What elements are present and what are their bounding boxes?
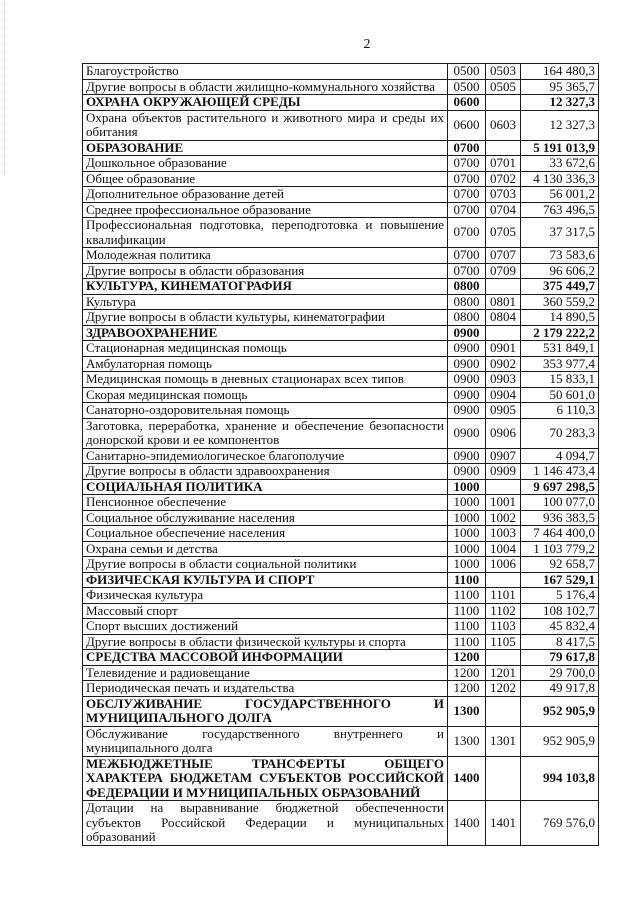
- row-amount: 12 327,3: [521, 95, 599, 111]
- section-row: [83, 95, 599, 111]
- table-row: [83, 464, 599, 480]
- table-row: [83, 372, 599, 388]
- row-amount: 769 576,0: [521, 801, 599, 846]
- row-subsection-code: 1401: [486, 801, 521, 846]
- row-subsection-code: 0503: [486, 64, 521, 80]
- row-name: Культура: [83, 294, 448, 310]
- row-section-code: 1100: [448, 588, 486, 604]
- row-name: ОБСЛУЖИВАНИЕ ГОСУДАРСТВЕННОГО И МУНИЦИПАЛЬНОГО ДОЛГА: [83, 696, 448, 726]
- row-name: Другие вопросы в области культуры, кинематографии: [83, 310, 448, 326]
- row-amount: 29 700,0: [521, 665, 599, 681]
- row-section-code: 0800: [448, 279, 486, 295]
- row-subsection-code: 0907: [486, 448, 521, 464]
- row-name: ЗДРАВООХРАНЕНИЕ: [83, 325, 448, 341]
- row-subsection-code: 1002: [486, 510, 521, 526]
- table-row: [83, 541, 599, 557]
- table-row: [83, 248, 599, 264]
- row-amount: 360 559,2: [521, 294, 599, 310]
- scan-margin-dots: [4, 0, 5, 175]
- row-amount: 4 130 336,3: [521, 171, 599, 187]
- row-subsection-code: 0905: [486, 403, 521, 419]
- table-row: [83, 294, 599, 310]
- row-amount: 7 464 400,0: [521, 526, 599, 542]
- row-section-code: 1100: [448, 603, 486, 619]
- row-subsection-code: 1103: [486, 619, 521, 635]
- row-name: Медицинская помощь в дневных стационарах всех типов: [83, 372, 448, 388]
- row-name: Телевидение и радиовещание: [83, 665, 448, 681]
- row-subsection-code: 0709: [486, 263, 521, 279]
- row-subsection-code: 0701: [486, 156, 521, 172]
- row-subsection-code: 1101: [486, 588, 521, 604]
- row-section-code: 1000: [448, 557, 486, 573]
- row-name: СРЕДСТВА МАССОВОЙ ИНФОРМАЦИИ: [83, 650, 448, 666]
- table-row: [83, 526, 599, 542]
- row-amount: 353 977,4: [521, 356, 599, 372]
- row-section-code: 1200: [448, 681, 486, 697]
- row-name: Дополнительное образование детей: [83, 187, 448, 203]
- row-section-code: 1000: [448, 479, 486, 495]
- page-number: 2: [363, 37, 371, 52]
- row-name: Амбулаторная помощь: [83, 356, 448, 372]
- row-amount: 33 672,6: [521, 156, 599, 172]
- row-name: Охрана объектов растительного и животного мира и среды их обитания: [83, 110, 448, 140]
- row-section-code: 0900: [448, 325, 486, 341]
- row-section-code: 0700: [448, 202, 486, 218]
- row-section-code: 0900: [448, 403, 486, 419]
- table-row: [83, 64, 599, 80]
- row-name: Скорая медицинская помощь: [83, 387, 448, 403]
- row-section-code: 1100: [448, 619, 486, 635]
- row-amount: 92 658,7: [521, 557, 599, 573]
- row-section-code: 0700: [448, 248, 486, 264]
- table-row: [83, 387, 599, 403]
- row-subsection-code: 0901: [486, 341, 521, 357]
- row-name: Физическая культура: [83, 588, 448, 604]
- section-row: [83, 650, 599, 666]
- row-amount: 15 833,1: [521, 372, 599, 388]
- row-section-code: 1100: [448, 572, 486, 588]
- budget-table-body: [83, 64, 599, 846]
- row-subsection-code: 0902: [486, 356, 521, 372]
- row-section-code: 0700: [448, 156, 486, 172]
- row-section-code: 0600: [448, 110, 486, 140]
- row-name: Другие вопросы в области образования: [83, 263, 448, 279]
- table-row: [83, 356, 599, 372]
- row-name: Среднее профессиональное образование: [83, 202, 448, 218]
- row-name: МЕЖБЮДЖЕТНЫЕ ТРАНСФЕРТЫ ОБЩЕГО ХАРАКТЕРА БЮДЖЕТАМ СУБЪЕКТОВ РОССИЙСКОЙ ФЕДЕРАЦИИ И МУНИЦИПАЛЬНЫХ ОБРАЗОВАНИЙ: [83, 756, 448, 801]
- row-section-code: 0500: [448, 64, 486, 80]
- row-section-code: 0500: [448, 79, 486, 95]
- row-amount: 50 601,0: [521, 387, 599, 403]
- row-amount: 56 001,2: [521, 187, 599, 203]
- row-subsection-code: [486, 479, 521, 495]
- row-subsection-code: 1004: [486, 541, 521, 557]
- row-subsection-code: [486, 279, 521, 295]
- row-section-code: 1000: [448, 541, 486, 557]
- table-row: [83, 263, 599, 279]
- row-section-code: 0900: [448, 464, 486, 480]
- row-name: СОЦИАЛЬНАЯ ПОЛИТИКА: [83, 479, 448, 495]
- row-section-code: 1300: [448, 726, 486, 756]
- row-section-code: 1400: [448, 801, 486, 846]
- row-section-code: 0900: [448, 418, 486, 448]
- row-subsection-code: [486, 140, 521, 156]
- row-amount: 1 103 779,2: [521, 541, 599, 557]
- row-amount: 100 077,0: [521, 495, 599, 511]
- row-subsection-code: 0705: [486, 218, 521, 248]
- row-subsection-code: 0505: [486, 79, 521, 95]
- row-amount: 375 449,7: [521, 279, 599, 295]
- row-amount: 70 283,3: [521, 418, 599, 448]
- row-section-code: 1000: [448, 495, 486, 511]
- row-amount: 164 480,3: [521, 64, 599, 80]
- row-amount: 5 191 013,9: [521, 140, 599, 156]
- row-subsection-code: [486, 696, 521, 726]
- row-section-code: 0700: [448, 263, 486, 279]
- row-section-code: 1300: [448, 696, 486, 726]
- row-name: Охрана семьи и детства: [83, 541, 448, 557]
- row-subsection-code: 0903: [486, 372, 521, 388]
- row-section-code: 1200: [448, 650, 486, 666]
- row-section-code: 0700: [448, 218, 486, 248]
- row-subsection-code: 0906: [486, 418, 521, 448]
- row-section-code: 1100: [448, 634, 486, 650]
- row-name: ФИЗИЧЕСКАЯ КУЛЬТУРА И СПОРТ: [83, 572, 448, 588]
- row-subsection-code: 1003: [486, 526, 521, 542]
- table-row: [83, 588, 599, 604]
- row-section-code: 0700: [448, 140, 486, 156]
- table-row: [83, 681, 599, 697]
- table-row: [83, 619, 599, 635]
- row-amount: 1 146 473,4: [521, 464, 599, 480]
- row-subsection-code: 0801: [486, 294, 521, 310]
- row-amount: 73 583,6: [521, 248, 599, 264]
- row-name: Стационарная медицинская помощь: [83, 341, 448, 357]
- row-subsection-code: 0702: [486, 171, 521, 187]
- table-row: [83, 202, 599, 218]
- row-name: ОБРАЗОВАНИЕ: [83, 140, 448, 156]
- row-name: Благоустройство: [83, 64, 448, 80]
- row-name: Другие вопросы в области здравоохранения: [83, 464, 448, 480]
- table-row: [83, 495, 599, 511]
- row-subsection-code: [486, 650, 521, 666]
- row-amount: 952 905,9: [521, 696, 599, 726]
- section-row: [83, 572, 599, 588]
- row-subsection-code: 0904: [486, 387, 521, 403]
- row-amount: 12 327,3: [521, 110, 599, 140]
- row-subsection-code: 0804: [486, 310, 521, 326]
- table-row: [83, 310, 599, 326]
- row-subsection-code: 0703: [486, 187, 521, 203]
- budget-table: [82, 63, 599, 846]
- row-amount: 9 697 298,5: [521, 479, 599, 495]
- row-name: Общее образование: [83, 171, 448, 187]
- table-row: [83, 218, 599, 248]
- table-row: [83, 171, 599, 187]
- row-amount: 952 905,9: [521, 726, 599, 756]
- table-row: [83, 341, 599, 357]
- row-section-code: 1400: [448, 756, 486, 801]
- row-amount: 2 179 222,2: [521, 325, 599, 341]
- table-row: [83, 418, 599, 448]
- row-section-code: 0900: [448, 448, 486, 464]
- row-amount: 4 094,7: [521, 448, 599, 464]
- row-subsection-code: 1301: [486, 726, 521, 756]
- table-row: [83, 156, 599, 172]
- table-row: [83, 448, 599, 464]
- row-section-code: 1000: [448, 526, 486, 542]
- row-amount: 95 365,7: [521, 79, 599, 95]
- row-subsection-code: 0909: [486, 464, 521, 480]
- row-section-code: 1000: [448, 510, 486, 526]
- table-row: [83, 801, 599, 846]
- row-name: Санитарно-эпидемиологическое благополучие: [83, 448, 448, 464]
- row-amount: 45 832,4: [521, 619, 599, 635]
- row-name: Молодежная политика: [83, 248, 448, 264]
- row-subsection-code: [486, 325, 521, 341]
- row-subsection-code: [486, 756, 521, 801]
- table-row: [83, 110, 599, 140]
- row-amount: 37 317,5: [521, 218, 599, 248]
- row-amount: 936 383,5: [521, 510, 599, 526]
- row-subsection-code: [486, 95, 521, 111]
- row-amount: 5 176,4: [521, 588, 599, 604]
- row-section-code: 0800: [448, 294, 486, 310]
- row-amount: 994 103,8: [521, 756, 599, 801]
- row-subsection-code: [486, 572, 521, 588]
- row-subsection-code: 1202: [486, 681, 521, 697]
- section-row: [83, 325, 599, 341]
- table-row: [83, 665, 599, 681]
- row-amount: 8 417,5: [521, 634, 599, 650]
- row-name: Другие вопросы в области жилищно-коммунального хозяйства: [83, 79, 448, 95]
- table-row: [83, 726, 599, 756]
- row-section-code: 0600: [448, 95, 486, 111]
- row-name: Другие вопросы в области физической культуры и спорта: [83, 634, 448, 650]
- row-name: Социальное обеспечение населения: [83, 526, 448, 542]
- section-row: [83, 140, 599, 156]
- section-row: [83, 756, 599, 801]
- row-amount: 167 529,1: [521, 572, 599, 588]
- row-name: Дошкольное образование: [83, 156, 448, 172]
- row-name: ОХРАНА ОКРУЖАЮЩЕЙ СРЕДЫ: [83, 95, 448, 111]
- table-row: [83, 187, 599, 203]
- row-subsection-code: 0704: [486, 202, 521, 218]
- row-section-code: 0900: [448, 356, 486, 372]
- row-name: Заготовка, переработка, хранение и обеспечение безопасности донорской крови и ее компонентов: [83, 418, 448, 448]
- table-row: [83, 79, 599, 95]
- row-subsection-code: 1001: [486, 495, 521, 511]
- section-row: [83, 696, 599, 726]
- row-amount: 79 617,8: [521, 650, 599, 666]
- row-name: Дотации на выравнивание бюджетной обеспеченности субъектов Российской Федерации и муниципальных образований: [83, 801, 448, 846]
- row-amount: 14 890,5: [521, 310, 599, 326]
- row-name: Социальное обслуживание населения: [83, 510, 448, 526]
- row-subsection-code: 1201: [486, 665, 521, 681]
- row-amount: 531 849,1: [521, 341, 599, 357]
- row-name: Спорт высших достижений: [83, 619, 448, 635]
- row-amount: 108 102,7: [521, 603, 599, 619]
- row-section-code: 0800: [448, 310, 486, 326]
- row-name: Периодическая печать и издательства: [83, 681, 448, 697]
- row-amount: 6 110,3: [521, 403, 599, 419]
- row-name: Профессиональная подготовка, переподготовка и повышение квалификации: [83, 218, 448, 248]
- row-name: Другие вопросы в области социальной политики: [83, 557, 448, 573]
- table-row: [83, 634, 599, 650]
- row-amount: 96 606,2: [521, 263, 599, 279]
- row-subsection-code: 0707: [486, 248, 521, 264]
- row-subsection-code: 1006: [486, 557, 521, 573]
- row-subsection-code: 0603: [486, 110, 521, 140]
- row-subsection-code: 1105: [486, 634, 521, 650]
- row-section-code: 0900: [448, 341, 486, 357]
- row-amount: 763 496,5: [521, 202, 599, 218]
- table-row: [83, 510, 599, 526]
- table-row: [83, 557, 599, 573]
- section-row: [83, 479, 599, 495]
- row-amount: 49 917,8: [521, 681, 599, 697]
- section-row: [83, 279, 599, 295]
- row-name: Массовый спорт: [83, 603, 448, 619]
- row-section-code: 0900: [448, 387, 486, 403]
- row-section-code: 0700: [448, 187, 486, 203]
- row-name: Санаторно-оздоровительная помощь: [83, 403, 448, 419]
- row-name: Пенсионное обеспечение: [83, 495, 448, 511]
- row-name: Обслуживание государственного внутреннего и муниципального долга: [83, 726, 448, 756]
- row-section-code: 1200: [448, 665, 486, 681]
- table-row: [83, 603, 599, 619]
- row-section-code: 0700: [448, 171, 486, 187]
- row-name: КУЛЬТУРА, КИНЕМАТОГРАФИЯ: [83, 279, 448, 295]
- row-section-code: 0900: [448, 372, 486, 388]
- row-subsection-code: 1102: [486, 603, 521, 619]
- table-row: [83, 403, 599, 419]
